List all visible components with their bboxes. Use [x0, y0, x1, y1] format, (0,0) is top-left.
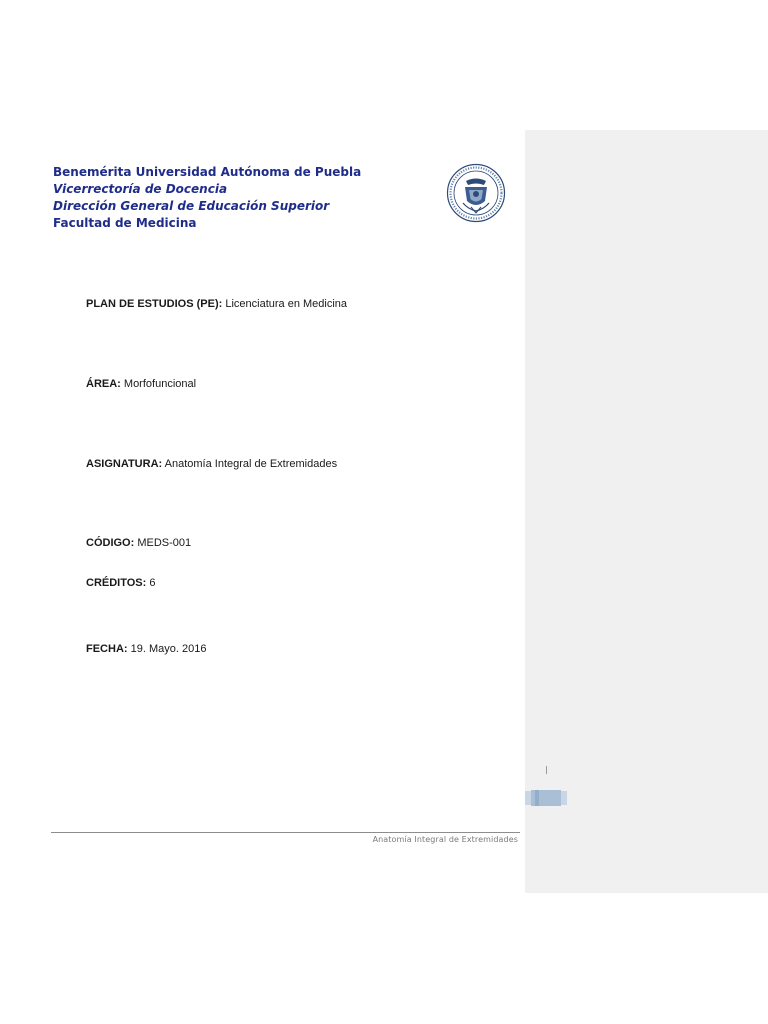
- field-area: [86, 377, 196, 391]
- field-plan-label: PLAN DE ESTUDIOS (PE):: [86, 298, 223, 310]
- field-codigo-label: CÓDIGO:: [86, 537, 135, 549]
- field-area-label: ÁREA:: [86, 378, 121, 390]
- field-fecha-label: FECHA:: [86, 643, 128, 655]
- field-fecha-value: 19. Mayo. 2016: [130, 643, 207, 655]
- page-number-tab-icon[interactable]: [525, 789, 567, 807]
- field-asignatura-value: Anatomía Integral de Extremidades: [164, 458, 338, 470]
- direccion-name: Dirección General de Educación Superior: [53, 199, 330, 213]
- field-creditos: [86, 576, 156, 590]
- field-asignatura-label: ASIGNATURA:: [86, 458, 163, 470]
- field-codigo: [86, 536, 191, 550]
- field-codigo-value: MEDS-001: [137, 537, 192, 549]
- field-fecha: [86, 642, 206, 656]
- field-creditos-label: CRÉDITOS:: [86, 577, 147, 589]
- institution-header: [53, 164, 433, 232]
- field-creditos-value: 6: [149, 577, 156, 589]
- field-asignatura: [86, 457, 337, 471]
- field-plan-value: Licenciatura en Medicina: [225, 298, 348, 310]
- facultad-name: Facultad de Medicina: [53, 216, 197, 230]
- university-seal-icon: [446, 163, 506, 223]
- footer-title: Anatomía Integral de Extremidades: [372, 835, 518, 844]
- field-area-value: Morfofuncional: [123, 378, 197, 390]
- cursor-mark: [546, 766, 547, 774]
- comment-pane: [525, 130, 768, 893]
- vicerrectoria-name: Vicerrectoría de Docencia: [53, 182, 228, 196]
- footer-divider: [51, 832, 520, 833]
- field-plan: [86, 297, 347, 311]
- university-name: Benemérita Universidad Autónoma de Puebla: [53, 165, 362, 179]
